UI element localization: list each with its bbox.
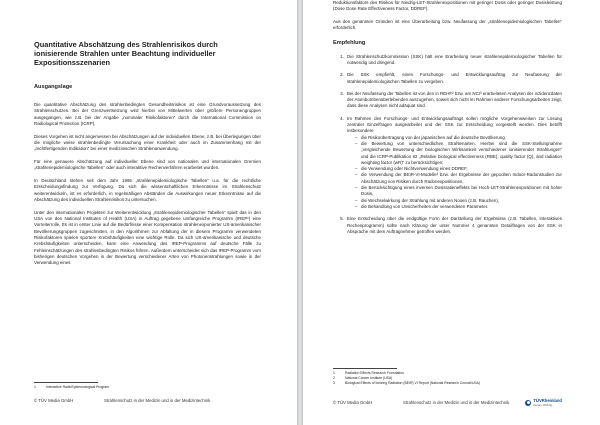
tuv-logo-icon <box>525 400 531 406</box>
paragraph: Die quantitative Abschätzung des strahlenbedingten Gesundheitsrisikos ist eine Grundvoraussetzung des Strahlenschutzes. Bei der Grenzwertsetzung wird hierbei von Mittelwerten über größere Personengruppen ausgegangen, wie z.B. bei der Angabe „nominaler Risikofaktoren“ durch die International Commission on Radiological Protection (ICRP). <box>34 102 261 126</box>
list-item: 5. Eine Entscheidung über die endgültige Form der Darstellung der Ergebnisse (z.B. Tabellen, interaktives Rechenprogramm) sollte nach Klärung der unter Nummer 4 genannten Detailfragen von der SSK in Absprache mit dem Auftragnehmer getroffen werden. <box>345 216 562 235</box>
logo-text: TÜVRheinland <box>533 398 562 403</box>
left-page <box>0 0 297 425</box>
sub-list-item: – die Verwendung der BEIR-VI-Modelle³ bzw. der Ergebnisse der gepoolten Indoor-Radonstudien zur Abschätzung von Risiken durch Radonexpositionen, <box>355 172 562 185</box>
sub-list-item: – die Risikoübertragung von der japanischen auf die deutsche Bevölkerung <box>355 135 562 141</box>
publisher-text: © TÜV Media GmbH <box>34 398 74 403</box>
logo-subtext: Genau. Richtig. <box>533 403 553 407</box>
paragraph: In Deutschland stehen seit dem Jahr 1995 „strahlenepidemiologische Tabellen“ u.a. für die rechtliche Entscheidungsfindung zur Verfügung. Da sich die wissenschaftlichen Erkenntnisse im Strahlenschutz weiterentwickeln, ist es erforderlich, in regelmäßigen Abständen die Auswirkungen neuer Erkenntnisse auf die Abschätzung des individuellen Strahlenrisikos zu untersuchen. <box>34 178 261 203</box>
paragraph: Dieses Vorgehen ist nicht angemessen bei Abschätzungen auf der individuellen Ebene, z.B. bei Überlegungen über die mögliche weise strahlenbedingte Verursachung einer Krankheit oder auch im Zusammenhang mit der „rechtfertigenden Indikation“ bei einer medizinischen Strahlenanwendung. <box>34 133 261 152</box>
sub-list-item: – die Berücksichtigung eines inversen Dosisratieneffekts bei Hoch-LET-Strahlenexpositionen mit hoher Dosis, <box>355 185 562 198</box>
recommendation-list <box>333 54 562 235</box>
right-page <box>303 0 600 425</box>
footnote: 2 National Cancer Institute (USA) <box>333 376 393 380</box>
paragraph: Für eine genauere Abschätzung auf individueller Ebene sind von nationalen und internationalen Gremien „strahlenepidemiologische Tabellen“ oder auch interaktive Rechenverfahren erarbeitet worden. <box>34 159 261 171</box>
sub-list <box>347 135 562 211</box>
footnote: 1 Interactive RadioEpidemiological Program <box>34 385 110 389</box>
page-footer-right <box>303 398 600 407</box>
footnote: 3 Biological Effects of Ionizing Radiation (BEIR) VI Report (National Research Council/USA) <box>333 381 481 385</box>
footnote-rule <box>34 382 98 383</box>
tuv-logo <box>525 398 562 407</box>
list-item: 3. Bei der Neufassung der Tabellen ist von den in REHF² bzw. am NCI³ erarbeiteten Analysen der inzidenzdaten der Atombombenüberlebenden auszugehen, soweit sich nicht im Rahmen anderer Forschungsarbeiten zeigt, dass diese Analysen nicht adäquat sind. <box>345 91 562 110</box>
paragraph: Aus den genannten Gründen ist eine Überarbeitung bzw. Neufassung der „strahlenepidemiologischen Tabellen“ erforderlich. <box>333 19 562 31</box>
list-item: 2. Die SSK empfiehlt, einen Forschungs- und Entwicklungsauftrag zur Neufassung der strahlenepidemiologischen Tabellen zu vergeben. <box>345 72 562 85</box>
sub-list-item: – die Bewertung von unterschiedlichen Strahlenarten. Hierbei sind die SSK-Stellungnahme „Vergleichende Bewertung der biologischen Wirksamkeit verschiedener ionisierender Strahlungen“ und die ICRP-Publikation 92 „Relative biological effectiveness (RBE), quality factor (Q), and radiation weighting factor (wR)“ zu berücksichtigen; <box>355 141 562 166</box>
document-title: Quantitative Abschätzung des Strahlenrisikos durch ionisierende Strahlen unter Beachtung individueller Expositionsszenarien <box>34 40 218 67</box>
paragraph: Unter den internationalen Projekten zur Weiterentwicklung „strahlenepidemiologischer Tabellen“ spielt das in den USA von den National Institutes of Health (USA) in Auftrag gegebene umfangreiche Programm (IREP¹) eine Vorreiterrolle. Es ist in erster Linie auf die Bedürfnisse einer Kompensation strahlenexponierter US-amerikanischer Bevölkerungsgruppen zugeschnitten, in den Algorithmen zur Abfaltung der in diesem Programm verwendeten Risikofaktoren spielen sportere Krebshäufigkeiten eine wichtige Rolle. Da sich US-amerikanische und deutsche Krebshäufigkeiten unterscheiden, kann eine Anwendung des IREP-Programms auf deutsche Fälle zu Fehleinschätzungen des strahlenbedingten Risikos führen. Außerdem unterscheidet sich das IREP-Programm vom bisherigen deutschen Vorgehen in der Bewertung verschiedener Arten von Photonenstrahlungen sowie in der Verwendung eines <box>34 209 261 266</box>
paragraph: Reduktionsfaktors des Risikos für Niedrig-LET-Strahlenexpositionen mit geringer Dosis oder geringer Dosisleistung (Dose Dose Rate Effectiveness Factor, DDREF). <box>333 0 562 12</box>
sub-list-item: – die Behandlung von Unsicherheiten der verwendeten Parameter. <box>355 204 562 210</box>
section-heading-ausgangslage: Ausgangslage <box>34 84 73 90</box>
footnote: 1 Radiation Effects Research Foundation <box>333 371 404 375</box>
list-item: 4. Im Rahmen des Forschungs- und Entwicklungsauftrags sollen mögliche Vorgehensweisen zur Lösung zentraler Einzelfragen ausgearbeitet und der SSK zur Entscheidung vorgestellt werden. Dies betrifft insbesondere – die Risikoübertragung von der japanischen auf die deutsche Bevölkerung – die Bewertung von unterschiedlichen Strahlenarten. Hierbei sind die SSK-Stellungnahme „Vergleichende Bewertung der biologischen Wirksamkeit verschiedener ionisierender Strahlungen“ und die ICRP-Publikation 92 „Relative biological effectiveness (RBE), quality factor (Q), and radiation weighting factor (wR)“ zu berücksichtigen; – die Verwendung oder Nichtverwendung eines DDREF, – die Verwendung der BEIR-VI-Modelle³ bzw. der Ergebnisse der gepoolten Indoor-Radonstudien zur Abschätzung von Risiken durch Radonexpositionen, – die Berücksichtigung eines inversen Dosisratieneffekts bei Hoch-LET-Strahlenexpositionen mit hoher Dosis, – die Wechselwirkung der Strahlung mit anderen Noxen (z.B. Rauchen), – die Behandlung von Unsicherheiten der verwendeten Parameter. <box>345 116 562 210</box>
journal-title: Strahlenschutz in der Medizin und in der Medizintechnik <box>104 398 211 403</box>
sub-list-item: – die Verwendung oder Nichtverwendung eines DDREF, <box>355 166 562 172</box>
sub-list-item: – die Wechselwirkung der Strahlung mit anderen Noxen (z.B. Rauchen), <box>355 198 562 204</box>
footnote-rule <box>333 368 397 369</box>
publisher-text: © TÜV Media GmbH <box>333 400 373 405</box>
journal-title: Strahlenschutz in der Medizin und in der Medizintechnik <box>403 400 510 405</box>
list-item: 1. Die Strahlenschutzkommission (SSK) hält eine Erarbeitung neuer strahlenepidemiologischer Tabellen für notwendig und dringend. <box>345 54 562 67</box>
section-heading-empfehlung: Empfehlung <box>333 39 366 46</box>
page-footer-left <box>0 398 297 403</box>
footnotes-right <box>303 368 600 386</box>
footnotes-left <box>0 382 297 390</box>
